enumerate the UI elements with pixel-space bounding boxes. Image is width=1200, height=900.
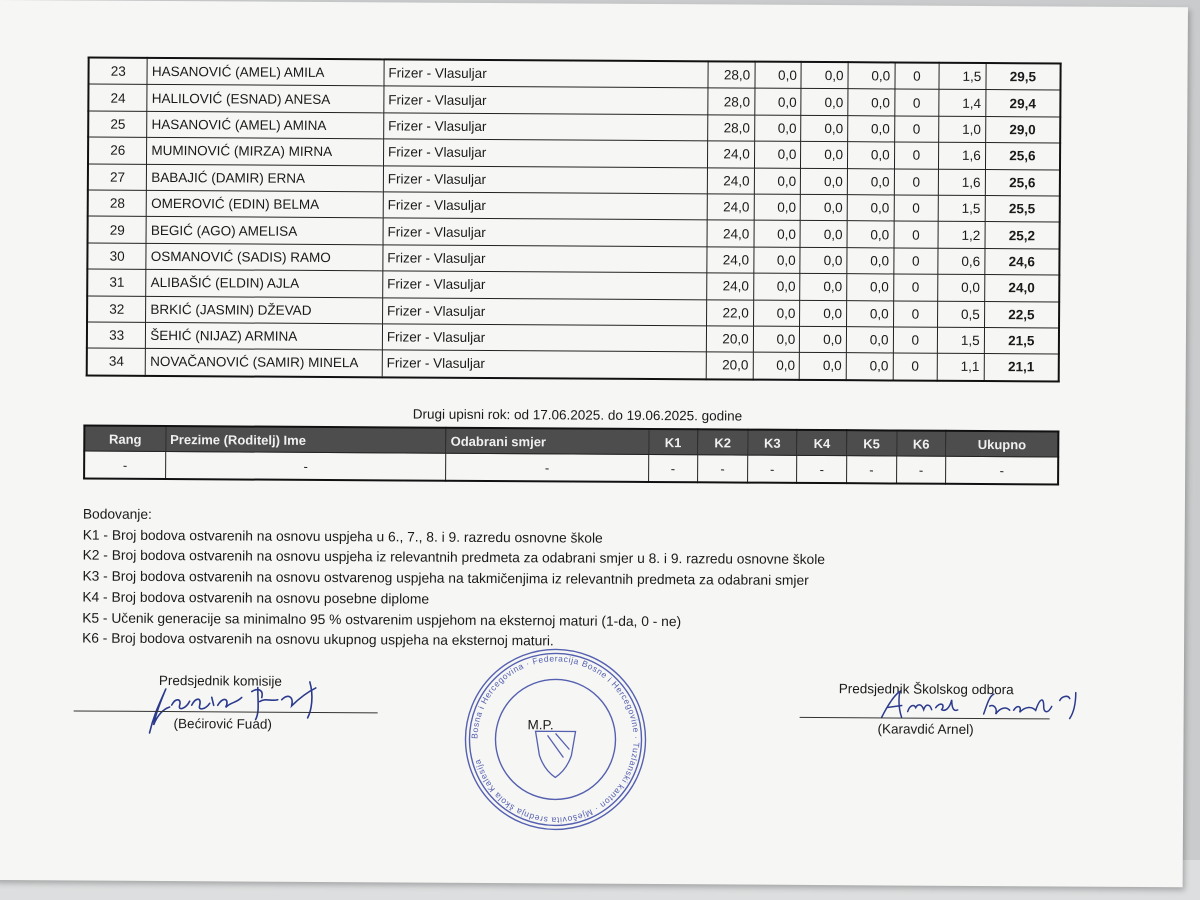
k1-cell: 20,0 (706, 326, 753, 353)
column-header: K4 (797, 430, 847, 456)
smjer-cell: Frizer - Vlasuljar (382, 324, 706, 352)
right-signatory-title: Predsjednik Školskog odbora (838, 681, 1014, 698)
rank-cell: 24 (88, 84, 147, 111)
k2-cell: 0,0 (754, 168, 801, 195)
k1-cell: 24,0 (707, 167, 754, 194)
k5-cell: 0 (893, 327, 938, 354)
rank-cell: 28 (88, 190, 147, 217)
k1-cell: 28,0 (708, 115, 755, 142)
k3-cell: 0,0 (800, 300, 847, 327)
results-table (86, 57, 1062, 383)
legend-k5: K5 - Učenik generacije sa minimalno 95 % ostvarenim uspjehom na eksternoj maturi (1-da, 0 - ne) (82, 610, 682, 629)
column-header: Prezime (Roditelj) Ime (166, 426, 447, 453)
legend-k2: K2 - Broj bodova ostvarenih na osnovu uspjeha iz relevantnih predmeta za odabrani smjer u 8. i 9. razredu osnovne škole (82, 547, 826, 568)
rank-cell: 27 (88, 164, 147, 191)
k3-cell: 0,0 (800, 326, 847, 353)
k2-cell: 0,0 (754, 89, 801, 116)
k6-cell: 1,1 (937, 354, 984, 381)
stamp-mp-label: M.P. (527, 717, 554, 733)
k6-cell: 1,6 (938, 169, 985, 196)
empty-cell: - (446, 453, 648, 482)
smjer-cell: Frizer - Vlasuljar (384, 59, 708, 88)
k2-cell: 0,0 (754, 115, 801, 142)
k4-cell: 0,0 (847, 168, 894, 195)
k5-cell: 0 (894, 89, 939, 116)
empty-cell: - (896, 456, 946, 484)
rank-cell: 25 (88, 111, 147, 138)
k1-cell: 24,0 (707, 141, 754, 168)
column-header: Odabrani smjer (446, 428, 648, 455)
k5-cell: 0 (894, 195, 939, 222)
ukupno-cell: 25,6 (985, 143, 1060, 170)
k1-cell: 24,0 (707, 220, 754, 247)
rank-cell: 34 (87, 348, 146, 375)
k4-cell: 0,0 (848, 115, 895, 142)
drugi-rok-title: Drugi upisni rok: od 17.06.2025. do 19.06.2025. godine (412, 406, 743, 424)
name-cell: HASANOVIĆ (AMEL) AMILA (147, 58, 384, 86)
smjer-cell: Frizer - Vlasuljar (383, 271, 707, 299)
ukupno-cell: 21,5 (984, 327, 1059, 354)
k3-cell: 0,0 (800, 274, 847, 301)
k5-cell: 0 (893, 353, 938, 380)
rank-cell: 33 (87, 322, 146, 349)
k4-cell: 0,0 (847, 247, 894, 274)
k6-cell: 1,0 (939, 116, 986, 143)
rank-cell: 29 (88, 216, 147, 243)
ukupno-cell: 24,0 (984, 275, 1059, 302)
smjer-cell: Frizer - Vlasuljar (383, 139, 707, 167)
column-header: Rang (84, 426, 165, 452)
bodovanje-legend (82, 505, 825, 654)
k3-cell: 0,0 (801, 89, 848, 116)
k5-cell: 0 (894, 221, 939, 248)
k5-cell: 0 (893, 300, 938, 327)
k2-cell: 0,0 (753, 300, 800, 327)
empty-cell: - (165, 452, 446, 481)
empty-cell: - (747, 455, 797, 483)
rank-cell: 30 (87, 243, 146, 270)
k6-cell: 1,4 (939, 90, 986, 117)
k6-cell: 1,5 (938, 195, 985, 222)
k6-cell: 1,5 (939, 63, 986, 90)
smjer-cell: Frizer - Vlasuljar (383, 218, 707, 246)
name-cell: BABAJIĆ (DAMIR) ERNA (147, 164, 384, 192)
empty-cell: - (946, 456, 1058, 484)
empty-cell: - (797, 455, 847, 483)
k1-cell: 24,0 (707, 194, 754, 221)
k4-cell: 0,0 (847, 195, 894, 222)
legend-k3: K3 - Broj bodova ostvarenih na osnovu ostvarenog uspjeha na takmičenjima iz relevantnih predmeta za odabrani smjer (82, 568, 809, 589)
k1-cell: 20,0 (706, 352, 753, 379)
table-row (87, 348, 1059, 381)
k2-cell: 0,0 (753, 326, 800, 353)
k2-cell: 0,0 (754, 220, 801, 247)
k6-cell: 1,5 (937, 327, 984, 354)
empty-cell: - (698, 455, 748, 483)
column-header: K3 (747, 430, 797, 456)
name-cell: ALIBAŠIĆ (ELDIN) AJLA (146, 270, 383, 298)
k1-cell: 24,0 (707, 247, 754, 274)
ukupno-cell: 24,6 (985, 248, 1060, 275)
k2-cell: 0,0 (754, 194, 801, 221)
k2-cell: 0,0 (753, 273, 800, 300)
k1-cell: 22,0 (706, 299, 753, 326)
name-cell: HASANOVIĆ (AMEL) AMINA (147, 111, 384, 139)
name-cell: ŠEHIĆ (NIJAZ) ARMINA (146, 322, 383, 350)
smjer-cell: Frizer - Vlasuljar (383, 245, 707, 273)
column-header: K1 (648, 429, 698, 455)
k3-cell: 0,0 (801, 115, 848, 142)
k5-cell: 0 (894, 116, 939, 143)
name-cell: OSMANOVIĆ (SADIS) RAMO (146, 243, 383, 271)
k4-cell: 0,0 (847, 142, 894, 169)
empty-cell: - (648, 454, 698, 482)
smjer-cell: Frizer - Vlasuljar (384, 113, 708, 141)
name-cell: BRKIĆ (JASMIN) DŽEVAD (146, 296, 383, 324)
smjer-cell: Frizer - Vlasuljar (383, 165, 707, 193)
rank-cell: 26 (88, 137, 147, 164)
k6-cell: 1,6 (939, 142, 986, 169)
k3-cell: 0,0 (800, 353, 847, 380)
k3-cell: 0,0 (800, 194, 847, 221)
official-stamp (451, 645, 660, 834)
bodovanje-title: Bodovanje: (82, 506, 152, 522)
empty-cell: - (84, 451, 166, 479)
k5-cell: 0 (895, 62, 940, 89)
name-cell: BEGIĆ (AGO) AMELISA (146, 217, 383, 245)
k1-cell: 24,0 (707, 273, 754, 300)
legend-k1: K1 - Broj bodova ostvarenih na osnovu uspjeha u 6., 7., 8. i 9. razredu osnovne škole (82, 527, 603, 546)
ukupno-cell: 29,5 (986, 63, 1061, 90)
rank-cell: 23 (88, 58, 147, 85)
k2-cell: 0,0 (755, 62, 802, 89)
k4-cell: 0,0 (847, 274, 894, 301)
k6-cell: 0,0 (938, 274, 985, 301)
k2-cell: 0,0 (754, 247, 801, 274)
ukupno-cell: 25,2 (985, 222, 1060, 249)
ukupno-cell: 25,5 (985, 195, 1060, 222)
table-row (84, 451, 1058, 484)
k3-cell: 0,0 (801, 62, 848, 89)
k4-cell: 0,0 (847, 221, 894, 248)
k5-cell: 0 (894, 169, 939, 196)
name-cell: MUMINOVIĆ (MIRZA) MIRNA (147, 138, 384, 166)
k4-cell: 0,0 (846, 327, 893, 354)
left-signatory-title: Predsjednik komisije (158, 672, 282, 689)
k6-cell: 0,5 (938, 301, 985, 328)
k4-cell: 0,0 (848, 62, 895, 89)
k3-cell: 0,0 (800, 221, 847, 248)
legend-k6: K6 - Broj bodova ostvarenih na osnovu ukupnog uspjeha na eksternoj maturi. (82, 630, 554, 649)
k1-cell: 28,0 (708, 61, 755, 88)
k4-cell: 0,0 (846, 300, 893, 327)
smjer-cell: Frizer - Vlasuljar (383, 192, 707, 220)
rank-cell: 32 (87, 296, 146, 323)
column-header: K6 (896, 430, 946, 456)
k3-cell: 0,0 (801, 168, 848, 195)
empty-cell: - (847, 456, 897, 484)
ukupno-cell: 29,0 (985, 116, 1060, 143)
k5-cell: 0 (893, 248, 938, 275)
ukupno-cell: 21,1 (984, 354, 1059, 381)
ukupno-cell: 29,4 (986, 90, 1061, 117)
drugi-rok-table (83, 425, 1059, 486)
smjer-cell: Frizer - Vlasuljar (384, 86, 708, 114)
k5-cell: 0 (894, 142, 939, 169)
ukupno-cell: 25,6 (985, 169, 1060, 196)
column-header: K2 (698, 429, 748, 455)
k4-cell: 0,0 (846, 353, 893, 380)
k2-cell: 0,0 (753, 352, 800, 379)
smjer-cell: Frizer - Vlasuljar (382, 297, 706, 325)
k6-cell: 0,6 (938, 248, 985, 275)
svg-text:Bosna i Hercegovina · Federaci: Bosna i Hercegovina · Federacija Bosne i Hercegovine · Tuzlanski kanton · Mješovita srednja škola Kalesija (469, 653, 642, 826)
k3-cell: 0,0 (801, 142, 848, 169)
ukupno-cell: 22,5 (984, 301, 1059, 328)
right-signatory-name: (Karavdić Arnel) (877, 721, 974, 737)
name-cell: OMEROVIĆ (EDIN) BELMA (147, 190, 384, 218)
left-signatory-name: (Bećirović Fuad) (173, 716, 272, 732)
k6-cell: 1,2 (938, 222, 985, 249)
column-header: K5 (847, 430, 897, 456)
smjer-cell: Frizer - Vlasuljar (382, 350, 706, 379)
name-cell: HALILOVIĆ (ESNAD) ANESA (147, 85, 384, 113)
k3-cell: 0,0 (800, 247, 847, 274)
legend-k4: K4 - Broj bodova ostvarenih na osnovu posebne diplome (82, 589, 430, 607)
rank-cell: 31 (87, 269, 146, 296)
k1-cell: 28,0 (708, 88, 755, 115)
column-header: Ukupno (946, 431, 1058, 457)
k5-cell: 0 (893, 274, 938, 301)
name-cell: NOVAČANOVIĆ (SAMIR) MINELA (146, 349, 383, 377)
k4-cell: 0,0 (848, 89, 895, 116)
k2-cell: 0,0 (754, 141, 801, 168)
